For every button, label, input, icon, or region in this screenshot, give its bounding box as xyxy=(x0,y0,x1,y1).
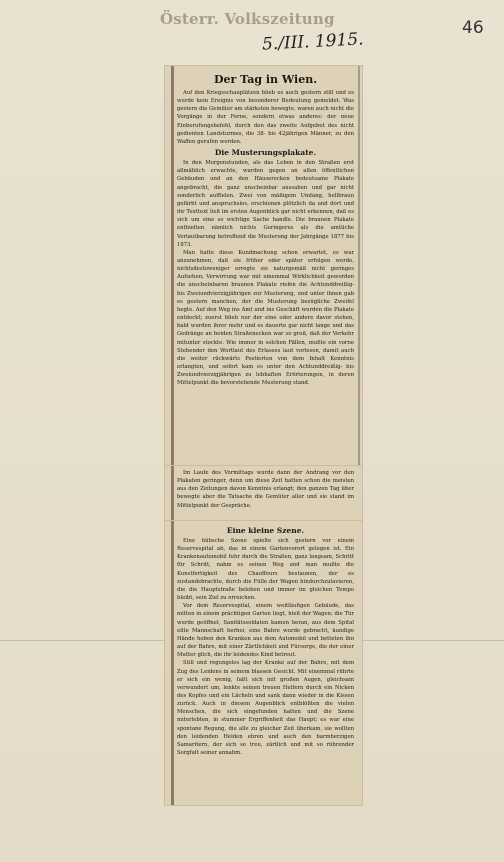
article-paragraph: Still und regungslos lag der Kranke auf der Bahre, mit dem Zug des Leidens in seinem blassen Gesicht. Mit einemmal rührte er sich ein wenig, faßt sich mit großen Augen, gleichsam verwundert um, lenkte seinen treuen Helfern durch ein Nicken des Kopfes und ein Lächeln und sank dann wieder in die Kissen zurück. Auch in diesem Augenblick entblößten die vielen Menschen, die sich eingefunden hatten und die Szene miterlebten, in stummer Ergriffenheit das Haupt; es war eine spontane Regung, die alle zu gleicher Zeit überkam, sie wollten den leidenden Helden ehren und auch den barmherzigen Samaritern, der sich so treu, zärtlich und mit so rührender Sorgfalt seiner annahm. xyxy=(177,660,354,757)
article-paragraph: Man hatte diese Kundmachung schon erwartet, es war anzunehmen, daß sie früher oder später erfolgen werde, nichtsdestoweniger erregte sie naturgemäß nicht geringes Aufsehen; Verwirrung war mit einemmal Wirklichkeit geworden die unscheinbaren braunen Plakate riefen die Achtunddreißig- bis Zweiundvierzigjährigen zur Musterung, und unter ihnen gab es gestern manchen, der die Musterung bezügliche Zweifel hegte. Auf den Weg ins Amt und ins Geschäft wurden die Plakate entdeckt; zuerst blieb nur der eine oder andere davor stehen, bald wurden ihrer mehr und es dauerte gar nicht lange und das Gedränge an beiden Straßenecken war so groß, daß der Verkehr mitunter stockte. Wie immer in solchen Fällen, mußte ein vorne Stehender den Wortlaut des Erlasses laut vorlesen, damit auch die weiter rückwärts Postierten von dem Inhalt Kenntnis erlangten, und sofort kam es unter den Achtunddreißig- bis Zweiundvierzigjährigen zu lebhaften Erörterungen, in deren Mittelpunkt die bevorstehende Musterung stand. xyxy=(177,249,354,387)
article-paragraph: Vor dem Reservespital, einem weitläufigen Gebäude, das mitten in einem prächtigen Garten liegt, hielt der Wagen; die Tür wurde geöffnet, Sanitätssoldaten kamen heran, aus dem Spital eilte Mannschaft herbei, eine Bahre wurde gebracht, kundige Hände hoben den Kranken aus dem Automobil und betteten ihn auf der Bahre, mit einer Zärtlichkeit und Fürsorge, die der einer Mutter glich, die ihr leidendes Kind betreut. xyxy=(177,603,354,659)
tape-strip-right xyxy=(358,66,360,466)
tape-strip-left xyxy=(171,66,174,466)
article-paragraph: In den Morgenstunden, als das Leben in den Straßen erst allmählich erwachte, wurden gegen an allen öffentlichen Gebäuden und an den Häuserecken bedeutsame Plakate angebracht, die ganz unscheinbar aussahen und gar nicht sonderlich auffielen. Zwei von mäßigem Umfang, hellbraun gefärbt und anspruchslos, erschienen plötzlich da und dort und ihr Texttext ließ im ersten Augenblick gar nicht erkennen, daß es sich um eine so wichtige Sache handle. Die braunen Plakate enthielten nämlich nichts Geringeres als die amtliche Verlautbarung betreffend die Musterung der Jahrgänge 1877 bis 1873. xyxy=(177,160,354,248)
tape-strip-left xyxy=(171,521,174,805)
section-heading-musterungsplakate: Die Musterungsplakate. xyxy=(214,148,317,158)
handwritten-date: 5./III. 1915. xyxy=(261,29,365,55)
article-intro: Auf den Kriegsschauplätzen blieb es auch gestern still und es wurde kein Ereignis von besonderer Bedeutung gemeldet. Was gestern die Gemüter am stärksten bewegte, waren auch nicht die Vorgänge in der Ferne, sondern etwas anderes: der neue Einberufungsbefehl, durch den das zweite Aufgebot des nicht gedienten Landsturmes, die 38- bis 42jährigen Männer, zu den Waffen gerufen werden. xyxy=(177,90,354,145)
tape-strip-left xyxy=(171,466,174,521)
newspaper-stamp: Österr. Volkszeitung xyxy=(160,10,335,28)
clipping-main xyxy=(165,66,362,466)
article-paragraph: Eine hübsche Szene spielte sich gestern vor einem Reservespital ab, das in einem Gartenvorort gelegen ist. Ein Krankenautomobil fuhr durch die Straßen, ganz langsam, Schritt für Schritt, nahm es seinen Weg und man mußte die Kunstfertigkeit des Chauffeurs bestaunen, der es zustandebrachte, durch die Fülle der Wagen hindurchzulavieren, die die Hauptstraße beleben und immer im gleichen Tempo bleibt, sein Ziel zu erreichen. xyxy=(177,538,354,602)
article-title: Der Tag in Wien. xyxy=(213,73,318,86)
clipping-scene xyxy=(165,521,362,805)
section-heading-kleine-szene: Eine kleine Szene. xyxy=(226,526,305,535)
article-paragraph: Im Laufe des Vormittags wurde dann der Andrang vor den Plakaten geringer, denn um diese Zeit hatten schon die meisten aus den Zeitungen davon Kenntnis erlangt; den ganzen Tag über bewegte aber die Tatsache die Gemüter aller und sie stand im Mittelpunkt der Gespräche. xyxy=(177,470,354,509)
clipping-brief xyxy=(165,466,362,521)
page-number: 46 xyxy=(462,18,484,38)
